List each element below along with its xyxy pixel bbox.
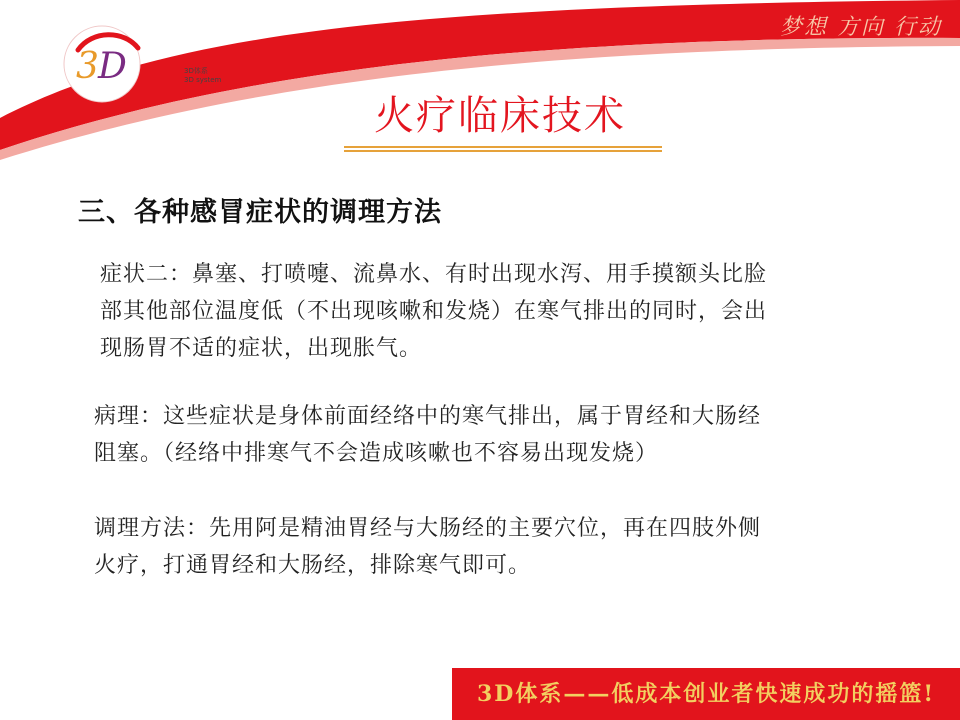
footer-banner: 3D体系——低成本创业者快速成功的摇篮! bbox=[452, 668, 960, 720]
text-line: 现肠胃不适的症状，出现胀气。 bbox=[100, 336, 423, 361]
svg-text:D: D bbox=[98, 46, 127, 87]
pathology-paragraph bbox=[94, 398, 884, 472]
page-title: 火疗临床技术 bbox=[374, 93, 626, 139]
logo-caption-2: 3D system bbox=[184, 76, 222, 84]
title-underline bbox=[344, 146, 662, 156]
svg-text:3: 3 bbox=[76, 46, 99, 87]
text-line: 调理方法：先用阿是精油胃经与大肠经的主要穴位，再在四肢外侧 bbox=[94, 516, 762, 541]
treatment-paragraph bbox=[94, 510, 884, 584]
text-line: 阻塞。（经络中排寒气不会造成咳嗽也不容易出现发烧） bbox=[94, 441, 659, 466]
symptom-paragraph bbox=[100, 256, 890, 367]
slogan: 梦想 方向 行动 bbox=[780, 15, 942, 40]
text-line: 病理：这些症状是身体前面经络中的寒气排出，属于胃经和大肠经 bbox=[94, 404, 762, 429]
text-line: 火疗，打通胃经和大肠经，排除寒气即可。 bbox=[94, 553, 532, 578]
text-line: 部其他部位温度低（不出现咳嗽和发烧）在寒气排出的同时，会出 bbox=[100, 299, 768, 324]
logo-caption-1: 3D体系 bbox=[184, 67, 208, 75]
text-line: 症状二：鼻塞、打喷嚏、流鼻水、有时出现水泻、用手摸额头比脸 bbox=[100, 262, 768, 287]
section-heading: 三、各种感冒症状的调理方法 bbox=[78, 197, 442, 228]
